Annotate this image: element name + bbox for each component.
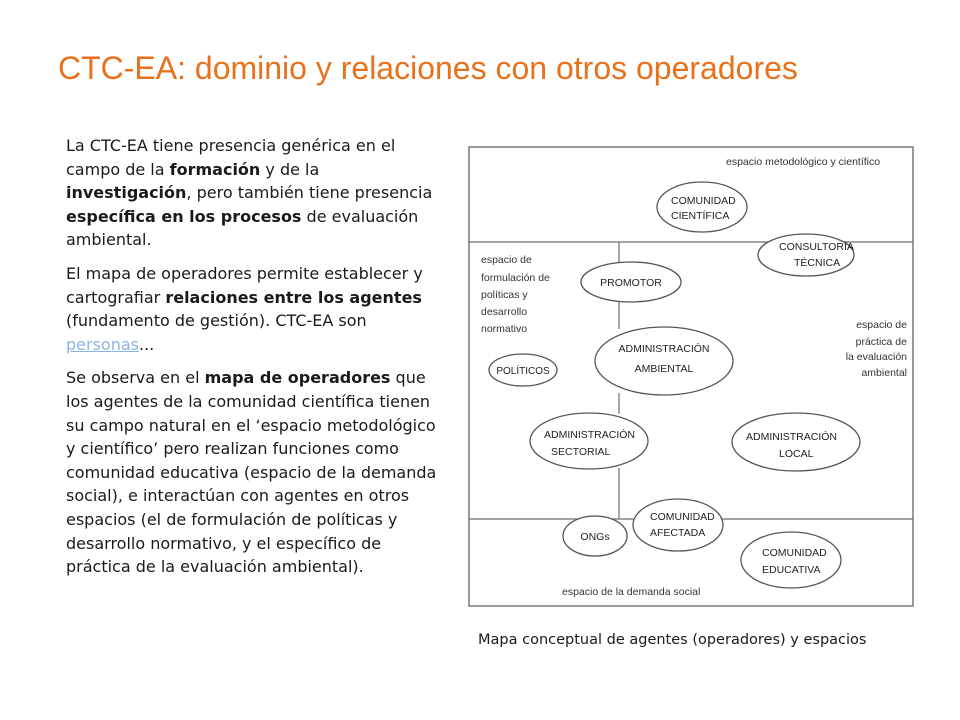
svg-text:COMUNIDAD: COMUNIDAD (671, 195, 736, 207)
agent-comunidad-cientifica (657, 182, 747, 232)
agent-administracion-local (732, 413, 860, 471)
svg-text:ONGs: ONGs (580, 531, 610, 543)
agent-administracion-ambiental (595, 327, 733, 395)
agents-map-diagram (468, 146, 916, 610)
paragraph-2: El mapa de operadores permite establecer y cartografiar relaciones entre los agentes (fundamento de gestión). CTC-EA son personas... (66, 263, 423, 354)
svg-text:COMUNIDAD: COMUNIDAD (650, 511, 715, 523)
svg-text:ADMINISTRACIÓN: ADMINISTRACIÓN (618, 343, 710, 355)
space-label-demanda: espacio de la demanda social (562, 586, 701, 598)
personas-link[interactable]: personas (66, 334, 139, 354)
svg-text:ambiental: ambiental (861, 367, 907, 379)
svg-text:CIENTÍFICA: CIENTÍFICA (671, 210, 730, 222)
svg-text:EDUCATIVA: EDUCATIVA (762, 564, 821, 576)
svg-text:POLÍTICOS: POLÍTICOS (496, 366, 550, 377)
svg-text:ADMINISTRACIÓN: ADMINISTRACIÓN (746, 431, 838, 443)
agent-politicos (489, 354, 557, 386)
slide-title: CTC-EA: dominio y relaciones con otros operadores (58, 50, 798, 86)
paragraph-1: La CTC-EA tiene presencia genérica en el campo de la formación y de la investigación, pero también tiene presencia específica en los procesos de evaluación ambiental. (66, 136, 433, 250)
svg-text:LOCAL: LOCAL (779, 448, 814, 460)
svg-text:TÉCNICA: TÉCNICA (794, 257, 841, 269)
svg-text:la evaluación: la evaluación (845, 351, 907, 363)
svg-text:AMBIENTAL: AMBIENTAL (634, 363, 694, 375)
space-label-metodologico: espacio metodológico y científico (726, 156, 881, 168)
svg-text:políticas y: políticas y (481, 289, 528, 301)
svg-text:COMUNIDAD: COMUNIDAD (762, 547, 827, 559)
diagram-caption: Mapa conceptual de agentes (operadores) y espacios (478, 632, 867, 648)
svg-text:AFECTADA: AFECTADA (650, 527, 706, 539)
body-text (66, 134, 438, 589)
svg-text:SECTORIAL: SECTORIAL (551, 446, 611, 458)
agent-comunidad-afectada (633, 499, 723, 551)
svg-text:espacio de: espacio de (481, 254, 532, 266)
agent-administracion-sectorial (530, 413, 648, 469)
svg-text:espacio de: espacio de (856, 319, 907, 331)
agent-comunidad-educativa (741, 532, 841, 588)
svg-text:PROMOTOR: PROMOTOR (600, 277, 662, 289)
svg-text:normativo: normativo (481, 323, 528, 335)
svg-text:CONSULTORÍA: CONSULTORÍA (779, 241, 854, 253)
svg-text:formulación de: formulación de (481, 272, 550, 284)
paragraph-3: Se observa en el mapa de operadores que los agentes de la comunidad científica tienen su campo natural en el ‘espacio metodológico y científico’ pero realizan funciones como comunidad educativa (espacio de la demanda social), e interactúan con agentes en otros espacios (el de formulación de políticas y desarrollo normativo, y el específico de práctica de la evaluación ambiental). (66, 368, 437, 577)
svg-text:desarrollo: desarrollo (481, 306, 528, 318)
svg-text:ADMINISTRACIÓN: ADMINISTRACIÓN (544, 429, 636, 441)
agent-consultoria-tecnica (758, 234, 854, 276)
svg-text:práctica de: práctica de (855, 336, 907, 348)
agent-promotor (581, 262, 681, 302)
agent-ongs (563, 516, 627, 556)
